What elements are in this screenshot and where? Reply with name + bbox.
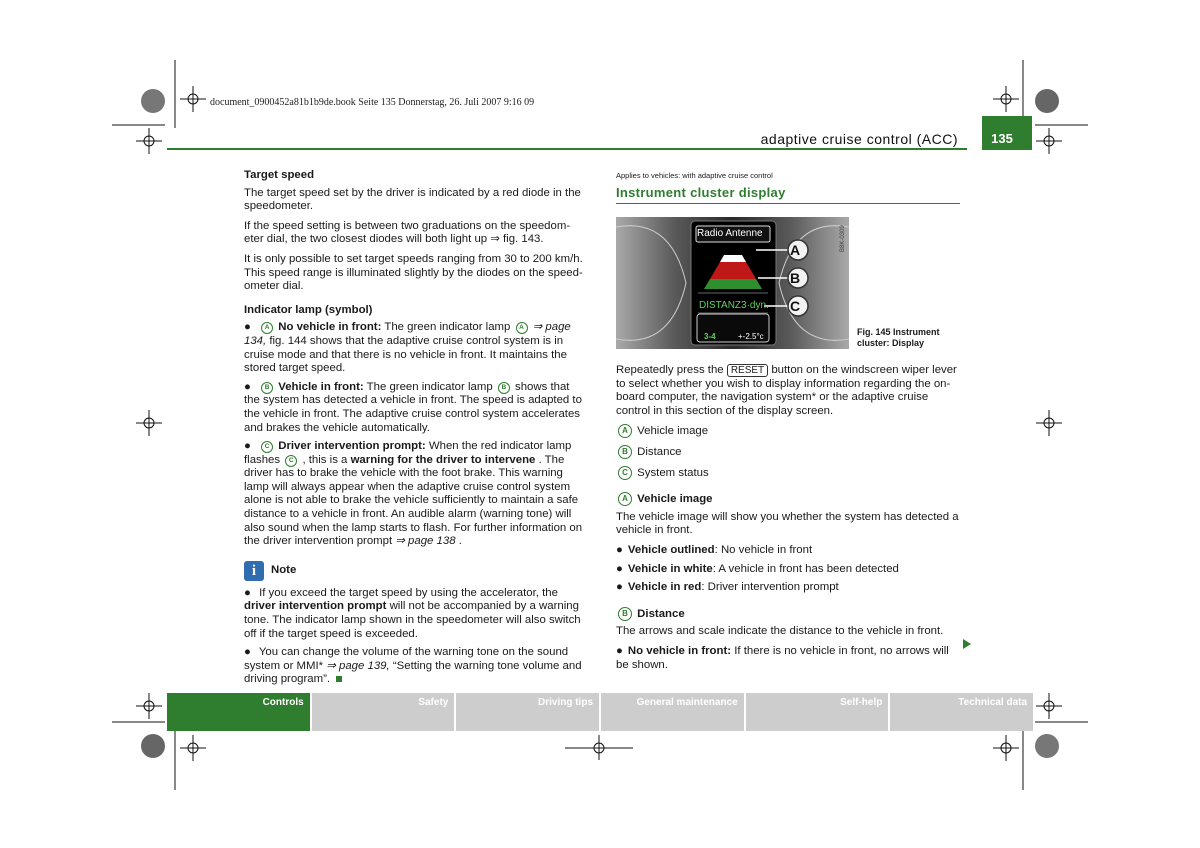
right-body [616,364,960,677]
bullet-c-text2: , this is a [302,453,351,466]
bullet-c-end: . [458,535,462,548]
chapter-tabs [167,693,1033,731]
bullet-c-text1: When the red indicator lamp flashes [244,440,572,466]
vehicle-image-text: The vehicle image will show you whether the system has detected a vehicle in front. [616,510,959,537]
bullet-b-bold: Vehicle in front: [278,380,364,393]
bullet-c-bold2: warning for the driver to intervene [350,453,536,466]
figure-label-a: A [790,242,801,258]
letter-b-icon: B [618,607,632,621]
bullet-a-text2: fig. 144 shows that the adaptive cruise control system is in cruise mode and that there is no vehicle in front. It maintains the stored target speed. [244,334,567,375]
note-heading: Note [271,564,297,577]
bullet-dot: ● [244,586,251,599]
gear-text: 3-4 [704,332,716,341]
next-page-arrow-icon [963,639,971,649]
distance-bullet-1 [616,645,960,672]
figure-id: B8K-0309 [840,225,846,252]
bullet-a-text1: The green indicator lamp [384,321,514,334]
tab-self-help[interactable]: Self-help [746,693,889,731]
page-ref-link[interactable]: ⇒ page 134, [244,321,571,347]
distance-bullet-bold: No vehicle in front: [627,644,732,657]
vehicle-bullet-1 [616,544,960,558]
figure-label-b: B [790,270,801,286]
temperature-text: +-2.5°c [738,332,764,341]
bullet-dot: ● [244,321,251,334]
letter-b-icon: B [618,445,632,459]
bullet-b-text2: shows that the system has detected a vehicle in front. The speed is adapted to the vehicle in front. The adaptive cruise control system accelerates and brakes the vehicle automatically. [244,380,582,434]
tab-safety[interactable]: Safety [312,693,455,731]
vehicle-bullet-1-bold: Vehicle outlined [627,543,715,556]
distance-title: Distance [637,607,685,620]
vehicle-bullet-3-bold: Vehicle in red [627,581,702,594]
vehicle-image-heading [616,492,960,507]
applies-label: Applies to vehicles: with adaptive cruise control [616,171,773,180]
letter-a-icon: A [618,492,632,506]
header-rule [167,148,967,150]
vehicle-image-title: Vehicle image [637,493,713,506]
indicator-bullet-c [244,440,586,549]
intro-paragraph [616,364,960,418]
target-speed-p1: The target speed set by the driver is indicated by a red diode in the speedometer. [244,186,581,213]
indicator-heading: Indicator lamp (symbol) [244,303,373,316]
note-2-text2: “Setting the warning tone volume and driving program”. [244,659,582,686]
page-title: adaptive cruise control (ACC) [760,131,958,147]
page-number: 135 [991,131,1013,146]
bullet-c-text3: . The driver has to brake the vehicle with the foot brake. This warning lamp will always appear when the adaptive cruise control system alone is not able to brake the vehicle sufficiently to maintain a safe distance to a vehicle in front. An audible alarm (warning tone) will also sound when the lamp starts to flash. For further information on the driver intervention prompt [244,453,583,548]
letter-c-icon: C [261,441,273,453]
figure-label-c: C [790,298,801,314]
tab-general-maintenance[interactable]: General maintenance [601,693,744,731]
vehicle-bullet-3 [616,581,960,595]
letter-c-icon: C [618,466,632,480]
note-1-bold: driver intervention prompt [244,600,387,613]
target-speed-p3: It is only possible to set target speeds ranging from 30 to 200 km/h. This speed range is illuminated slightly by the diodes on the speed-ometer dial. [244,252,583,293]
intro-text1: Repeatedly press the [616,364,727,376]
target-speed-p2: If the speed setting is between two graduations on the speedom-eter dial, the two closest diodes will both light up ⇒ fig. 143. [244,219,571,246]
vehicle-bullet-3-text: : Driver intervention prompt [701,581,839,594]
vehicle-bullet-1-text: : No vehicle in front [714,543,813,556]
vehicle-bullet-2-bold: Vehicle in white [627,562,713,575]
note-1-text2: will not be accompanied by a warning tone. The indicator lamp shown in the speedometer will also switch off if the target speed is exceeded. [244,600,581,640]
distance-bullet-text: If there is no vehicle in front, no arrows will be shown. [616,644,949,671]
letter-a-icon: A [618,424,632,438]
indicator-bullet-a [244,321,586,375]
letter-a-icon: A [516,322,528,334]
intro-text2: button on the windscreen wiper lever to select whether you wish to display information regarding the on-board computer, the navigation system* or the adaptive cruise control in this section of the display screen. [616,364,957,417]
section-title: Instrument cluster display [616,184,786,200]
bullet-b-text1: The green indicator lamp [366,380,496,393]
bullet-dot: ● [616,644,623,657]
bullet-dot: ● [244,440,251,453]
tab-controls[interactable]: Controls [167,693,310,731]
left-column [244,169,586,692]
letter-a-icon: A [261,322,273,334]
vehicle-bullet-2 [616,563,960,577]
target-speed-heading: Target speed [244,169,315,181]
indicator-bullet-b [244,381,586,435]
section-rule [616,203,960,204]
bullet-dot: ● [244,380,251,393]
right-column [616,169,960,220]
section-end-icon [336,676,342,682]
tab-driving-tips[interactable]: Driving tips [456,693,599,731]
note-1-text1: If you exceed the target speed by using the accelerator, the [259,586,558,599]
page-ref-link[interactable]: ⇒ page 138 [395,535,456,548]
bullet-dot: ● [616,581,623,594]
radio-antenne-text: Radio Antenne [697,228,763,239]
letter-c-icon: C [285,455,297,467]
info-icon: i [244,561,264,581]
tab-technical-data[interactable]: Technical data [890,693,1033,731]
distanz-text: DISTANZ3·dyn. [699,300,769,311]
letter-b-icon: B [261,382,273,394]
legend-text: System status [637,466,709,479]
bullet-dot: ● [244,646,251,659]
page-ref-link[interactable]: ⇒ page 139, [326,659,390,672]
legend-item-b [616,445,960,460]
reset-key: RESET [727,364,768,377]
legend-item-a [616,424,960,439]
print-header: document_0900452a81b1b9de.book Seite 135 Donnerstag, 26. Juli 2007 9:16 09 [210,97,535,108]
note-bullet-2 [244,646,586,687]
figure-caption: Fig. 145 Instrument cluster: Display [857,327,940,348]
legend-text: Vehicle image [637,425,709,438]
note-2-text1: You can change the volume of the warning tone on the sound system or MMI* [244,646,569,672]
note-header [244,561,586,581]
letter-b-icon: B [498,382,510,394]
distance-heading [616,607,960,622]
distance-text: The arrows and scale indicate the distance to the vehicle in front. [616,625,944,638]
bullet-a-bold: No vehicle in front: [278,321,382,334]
bullet-dot: ● [616,543,623,556]
note-bullet-1 [244,587,586,641]
bullet-dot: ● [616,562,623,575]
legend-item-c [616,466,960,481]
legend-text: Distance [637,445,682,458]
vehicle-bullet-2-text: : A vehicle in front has been detected [712,562,899,575]
bullet-c-bold: Driver intervention prompt: [278,440,426,453]
